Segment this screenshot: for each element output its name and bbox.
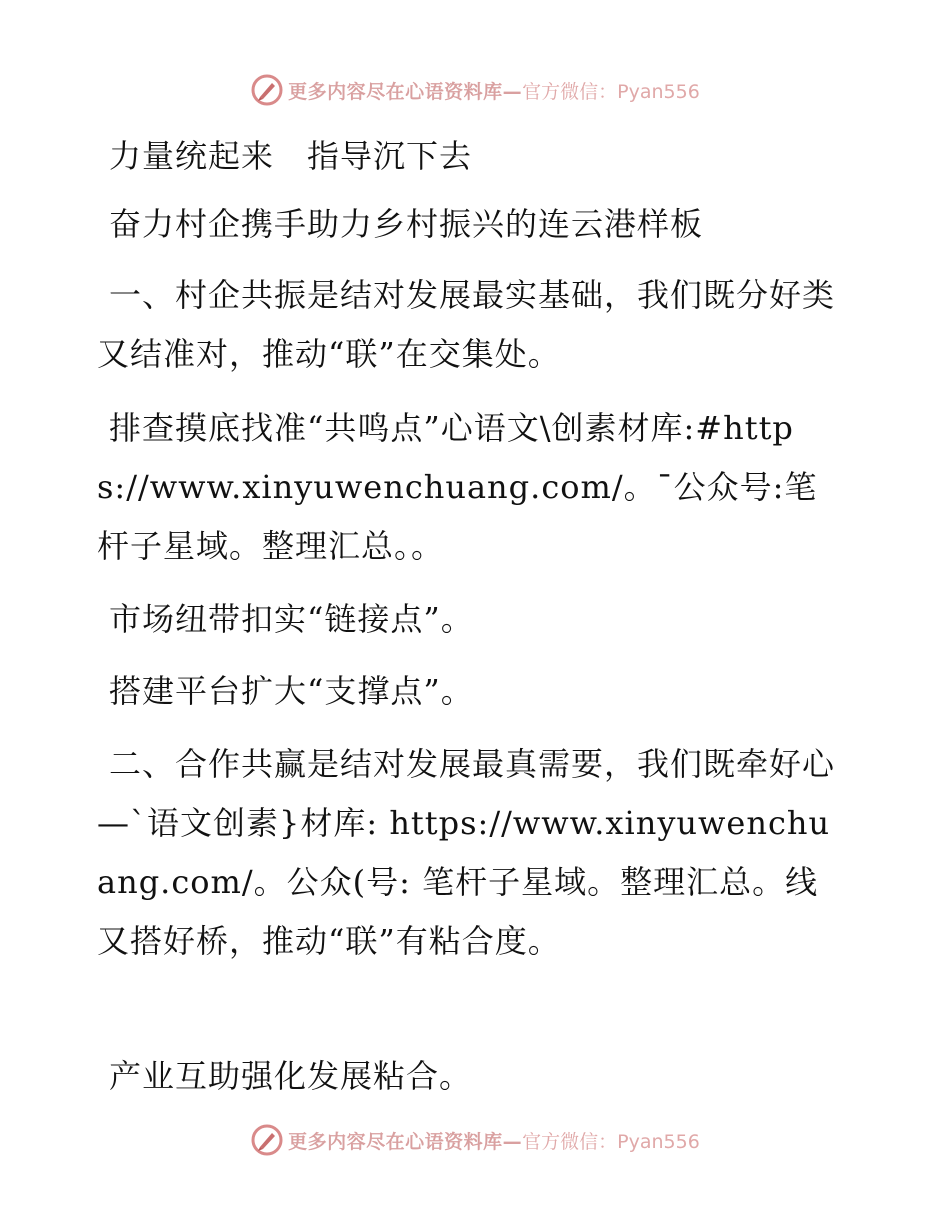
header-banner — [0, 70, 950, 110]
doc-paragraph-4: 搭建平台扩大“支撑点”。 — [109, 672, 474, 710]
footer-wechat-text: 官方微信：Pyan556 — [522, 1130, 700, 1153]
header-banner-text: 更多内容尽在心语资料库— — [288, 80, 523, 103]
footer-banner-text: 更多内容尽在心语资料库— — [288, 1130, 523, 1153]
doc-title-line: 力量统起来 指导沉下去 — [109, 137, 473, 175]
footer-banner — [0, 1120, 950, 1160]
doc-paragraph-1: 一、村企共振是结对发展最实基础，我们既分好类又结准对，推动“联”在交集处。 — [97, 276, 836, 373]
doc-paragraph-3: 市场纽带扣实“链接点”。 — [109, 600, 474, 638]
doc-paragraph-5: 二、合作共赢是结对发展最真需要，我们既牵好心—`语文创素}材库: https://www.xinyuwenchuang.com/。公众(号: 笔杆子星域。整理汇总。线又搭好桥，推动“联”有粘合度。 — [97, 745, 836, 960]
pen-circle-logo-icon — [250, 1123, 284, 1157]
doc-paragraph-2: 排查摸底找准“共鸣点”心语文\创素材库:#https://www.xinyuwenchuang.com/。¯公众号:笔杆子星域。整理汇总。。 — [97, 409, 818, 565]
header-wechat-text: 官方微信：Pyan556 — [522, 80, 700, 103]
doc-subtitle-line: 奋力村企携手助力乡村振兴的连云港样板 — [109, 205, 704, 243]
pen-circle-logo-icon — [250, 73, 284, 107]
doc-paragraph-6: 产业互助强化发展粘合。 — [109, 1057, 473, 1095]
